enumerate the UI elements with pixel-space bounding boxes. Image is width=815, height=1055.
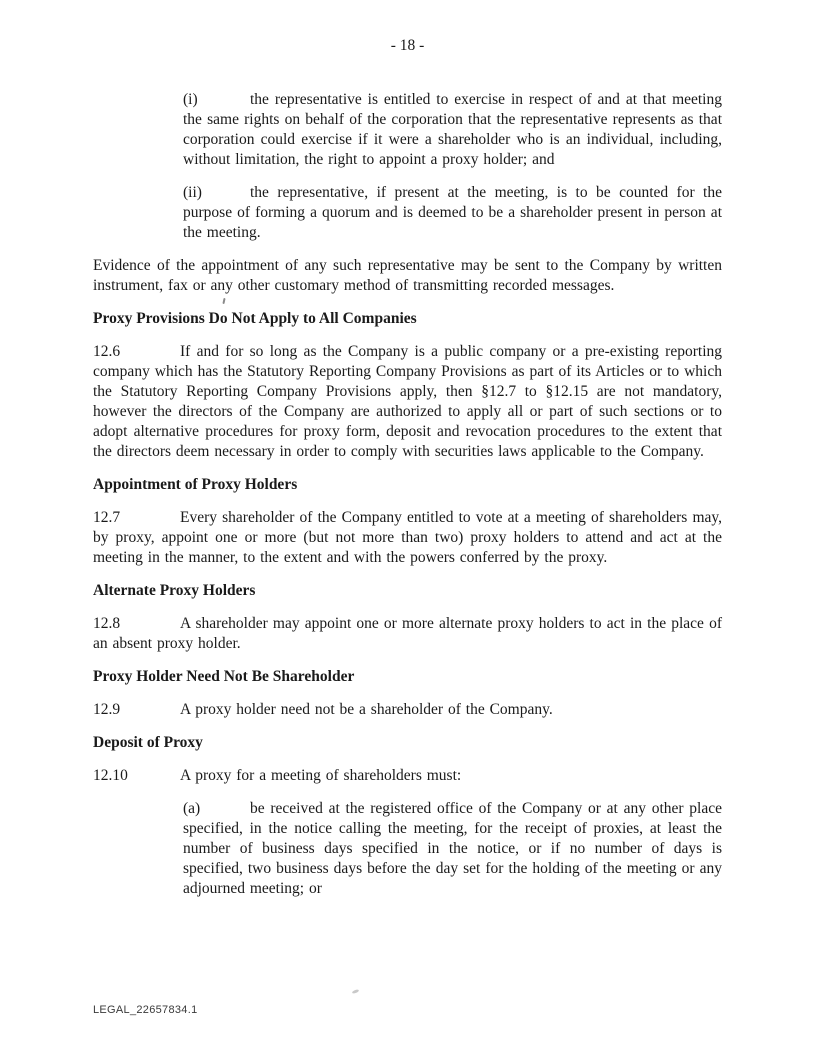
section-12-10	[93, 766, 722, 786]
section-12-8-text: A shareholder may appoint one or more alternate proxy holders to act in the place of an absent proxy holder.	[93, 615, 722, 652]
section-12-6-number: 12.6	[93, 343, 121, 360]
subclause-ii-label: (ii)	[183, 184, 202, 201]
subclause-ii-text: the representative, if present at the meeting, is to be counted for the purpose of forming a quorum and is deemed to be a shareholder present in person at the meeting.	[183, 184, 722, 241]
evidence-paragraph: Evidence of the appointment of any such representative may be sent to the Company by written instrument, fax or any other customary method of transmitting recorded messages.	[93, 257, 722, 294]
section-12-10-text: A proxy for a meeting of shareholders must:	[180, 767, 462, 784]
page-number: - 18 -	[390, 37, 425, 54]
section-12-8	[93, 614, 722, 654]
section-12-6-text: If and for so long as the Company is a public company or a pre-existing reporting company which has the Statutory Reporting Company Provisions as part of its Articles or to which the Statutory Reporting Company Provisions apply, then §12.7 to §12.15 are not mandatory, however the directors of the Company are authorized to apply all or part of such sections or to adopt alternative procedures for proxy form, deposit and revocation procedures to the extent that the directors deem necessary in order to comply with securities laws applicable to the Company.	[93, 343, 722, 460]
section-12-7	[93, 508, 722, 568]
section-12-9-text: A proxy holder need not be a shareholder of the Company.	[180, 701, 553, 718]
subclause-a	[183, 799, 722, 899]
section-12-9-number: 12.9	[93, 701, 121, 718]
subclause-a-text: be received at the registered office of the Company or at any other place specified, in the notice calling the meeting, for the receipt of proxies, at least the number of business days specified in the notice, or if no number of days is specified, two business days before the day set for the holding of the meeting or any adjourned meeting; or	[183, 800, 722, 897]
section-12-10-number: 12.10	[93, 767, 128, 784]
subclause-i-label: (i)	[183, 91, 198, 108]
section-12-6	[93, 342, 722, 462]
section-12-7-text: Every shareholder of the Company entitled to vote at a meeting of shareholders may, by proxy, appoint one or more (but not more than two) proxy holders to attend and act at the meeting in the manner, to the extent and with the powers conferred by the proxy.	[93, 509, 722, 566]
section-12-8-number: 12.8	[93, 615, 121, 632]
heading-appointment-proxy-holders: Appointment of Proxy Holders	[93, 476, 298, 493]
subclause-i	[183, 90, 722, 170]
heading-proxy-holder-need-not-be-shareholder: Proxy Holder Need Not Be Shareholder	[93, 668, 355, 685]
subclause-ii	[183, 183, 722, 243]
subclause-a-label: (a)	[183, 800, 201, 817]
section-12-7-number: 12.7	[93, 509, 121, 526]
scan-artifact	[222, 298, 225, 304]
subclause-i-text: the representative is entitled to exercise in respect of and at that meeting the same rights on behalf of the corporation that the representative represents as that corporation could exercise if it were a shareholder who is an individual, including, without limitation, the right to appoint a proxy holder; and	[183, 91, 722, 168]
heading-alternate-proxy-holders: Alternate Proxy Holders	[93, 582, 256, 599]
heading-deposit-of-proxy: Deposit of Proxy	[93, 734, 203, 751]
scan-artifact	[352, 989, 360, 994]
heading-proxy-provisions: Proxy Provisions Do Not Apply to All Companies	[93, 310, 417, 327]
document-footer-reference: LEGAL_22657834.1	[93, 1004, 198, 1016]
section-12-9	[93, 700, 722, 720]
